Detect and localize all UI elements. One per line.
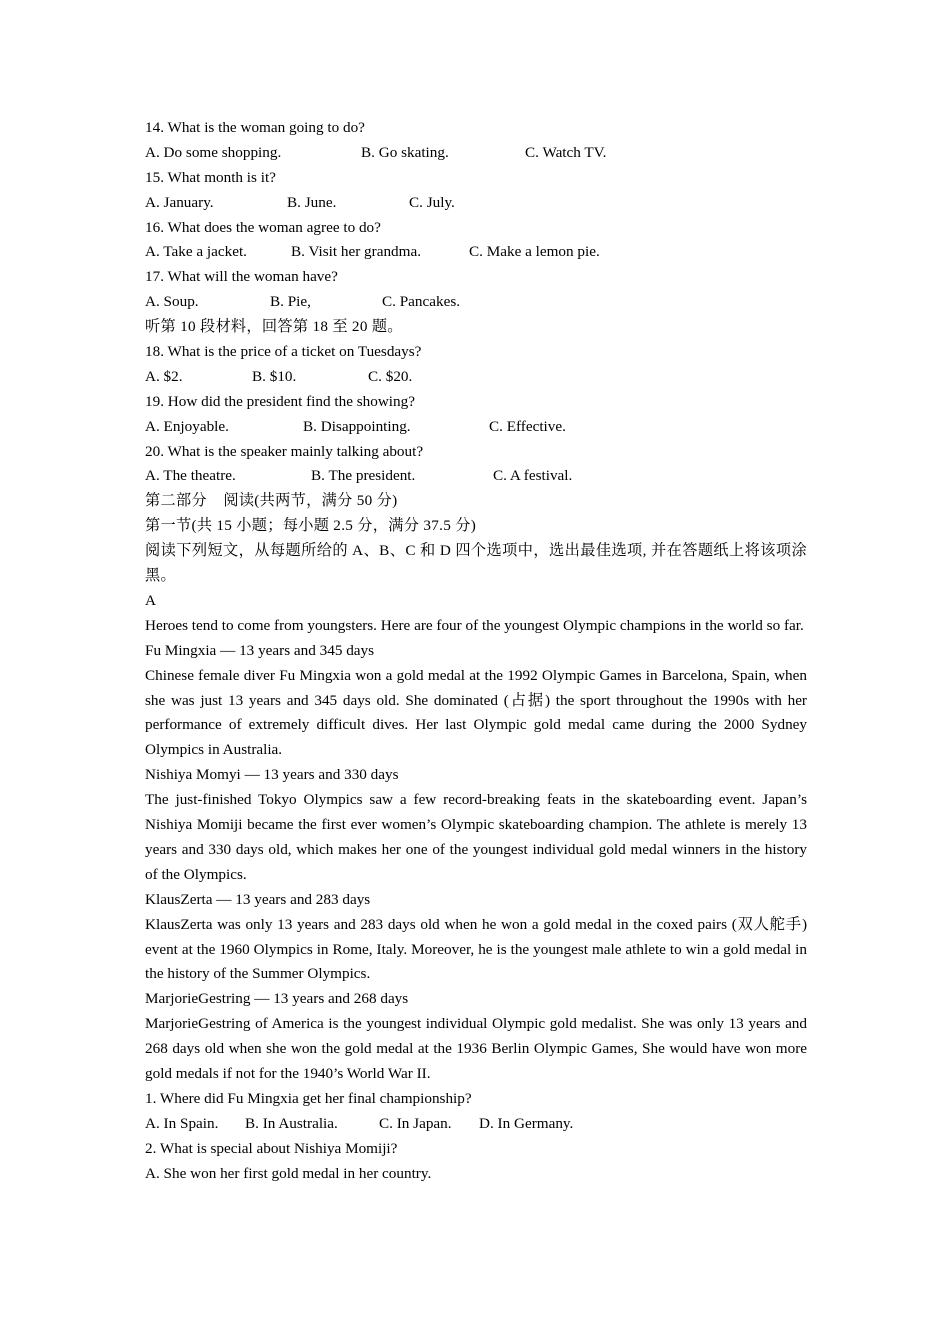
option-a: A. Enjoyable. <box>145 417 229 435</box>
reading-question-1: 1. Where did Fu Mingxia get her final championship? <box>145 1090 472 1107</box>
option-c: C. Pancakes. <box>382 293 461 311</box>
listening-instruction: 听第 10 段材料，回答第 18 至 20 题。 <box>145 318 403 336</box>
question-20: 20. What is the speaker mainly talking about? <box>145 442 424 460</box>
options-19 <box>145 415 807 440</box>
option-c: C. Effective. <box>489 417 566 435</box>
champion-title: Nishiya Momyi — 13 years and 330 days <box>145 766 399 784</box>
option-a: A. January. <box>145 193 214 211</box>
option-c: C. Make a lemon pie. <box>469 243 600 261</box>
options-18 <box>145 365 807 390</box>
option-a: A. She won her first gold medal in her country. <box>145 1164 432 1182</box>
options-16 <box>145 240 807 265</box>
champion-title: Fu Mingxia — 13 years and 345 days <box>145 641 375 659</box>
option-c: C. July. <box>409 193 455 211</box>
option-a: A. Do some shopping. <box>145 143 282 161</box>
reading-question-2: 2. What is special about Nishiya Momiji? <box>145 1139 398 1157</box>
question-16: 16. What does the woman agree to do? <box>145 218 381 236</box>
section1-heading: 第一节(共 15 小题；每小题 2.5 分，满分 37.5 分) <box>145 517 477 535</box>
option-b: B. In Australia. <box>245 1114 338 1132</box>
option-a: A. Take a jacket. <box>145 243 247 261</box>
options-15 <box>145 191 807 216</box>
option-c: C. Watch TV. <box>525 143 607 161</box>
option-b: B. Disappointing. <box>303 417 411 435</box>
question-17: 17. What will the woman have? <box>145 268 338 286</box>
champion-text: MarjorieGestring of America is the youngest individual Olympic gold medalist. She was only 13 years and 268 days old when she won the gold medal at the 1936 Berlin Olympic Games, She would have won more gold medals if not for the 1940’s World War II. <box>145 1015 807 1083</box>
options-17 <box>145 290 807 315</box>
option-b: B. Pie, <box>270 293 311 311</box>
part2-heading: 第二部分 阅读(共两节，满分 50 分) <box>145 492 398 510</box>
option-c: C. $20. <box>368 367 413 385</box>
champion-text: Chinese female diver Fu Mingxia won a gold medal at the 1992 Olympic Games in Barcelona, Spain, when she was just 13 years and 345 days old. She dominated (占据) the sport throughout the 1990s with her performance of extremely difficult dives. Her last Olympic gold medal came during the 2000 Sydney Olympics in Australia. <box>145 666 807 759</box>
options-20 <box>145 464 807 489</box>
option-b: B. Visit her grandma. <box>291 243 421 261</box>
champion-text: KlausZerta was only 13 years and 283 days old when he won a gold medal in the coxed pairs (双人舵手) event at the 1960 Olympics in Rome, Italy. Moreover, he is the youngest male athlete to win a gold medal in the history of the Summer Olympics. <box>145 915 807 983</box>
option-a: A. The theatre. <box>145 467 236 485</box>
option-a: A. In Spain. <box>145 1114 219 1132</box>
question-19: 19. How did the president find the showing? <box>145 392 415 410</box>
document-content <box>145 116 807 1187</box>
option-c: C. In Japan. <box>379 1114 452 1132</box>
champion-text: The just-finished Tokyo Olympics saw a few record-breaking feats in the skateboarding event. Japan’s Nishiya Momiji became the first ever women’s Olympic skateboarding champion. The athlete is merely 13 years and 330 days old, which makes her one of the youngest individual gold medal winners in the history of the Olympics. <box>145 791 807 883</box>
reading-instruction: 阅读下列短文，从每题所给的 A、B、C 和 D 四个选项中，选出最佳选项, 并在答题纸上将该项涂黑。 <box>145 542 807 585</box>
options-14 <box>145 141 807 166</box>
passage-label: A <box>145 591 156 609</box>
question-14: 14. What is the woman going to do? <box>145 119 365 136</box>
option-a: A. $2. <box>145 367 183 385</box>
passage-intro: Heroes tend to come from youngsters. Here are four of the youngest Olympic champions in the world so far. <box>145 616 804 634</box>
option-b: B. The president. <box>311 467 416 485</box>
option-b: B. June. <box>287 193 337 211</box>
champion-title: KlausZerta — 13 years and 283 days <box>145 890 371 908</box>
champion-title: MarjorieGestring — 13 years and 268 days <box>145 990 409 1008</box>
option-c: C. A festival. <box>493 467 573 485</box>
option-b: B. $10. <box>252 367 297 385</box>
option-d: D. In Germany. <box>479 1114 574 1132</box>
option-a: A. Soup. <box>145 293 199 311</box>
reading-options-1 <box>145 1112 807 1137</box>
option-b: B. Go skating. <box>361 143 449 161</box>
question-18: 18. What is the price of a ticket on Tuesdays? <box>145 343 422 361</box>
question-15: 15. What month is it? <box>145 168 276 186</box>
